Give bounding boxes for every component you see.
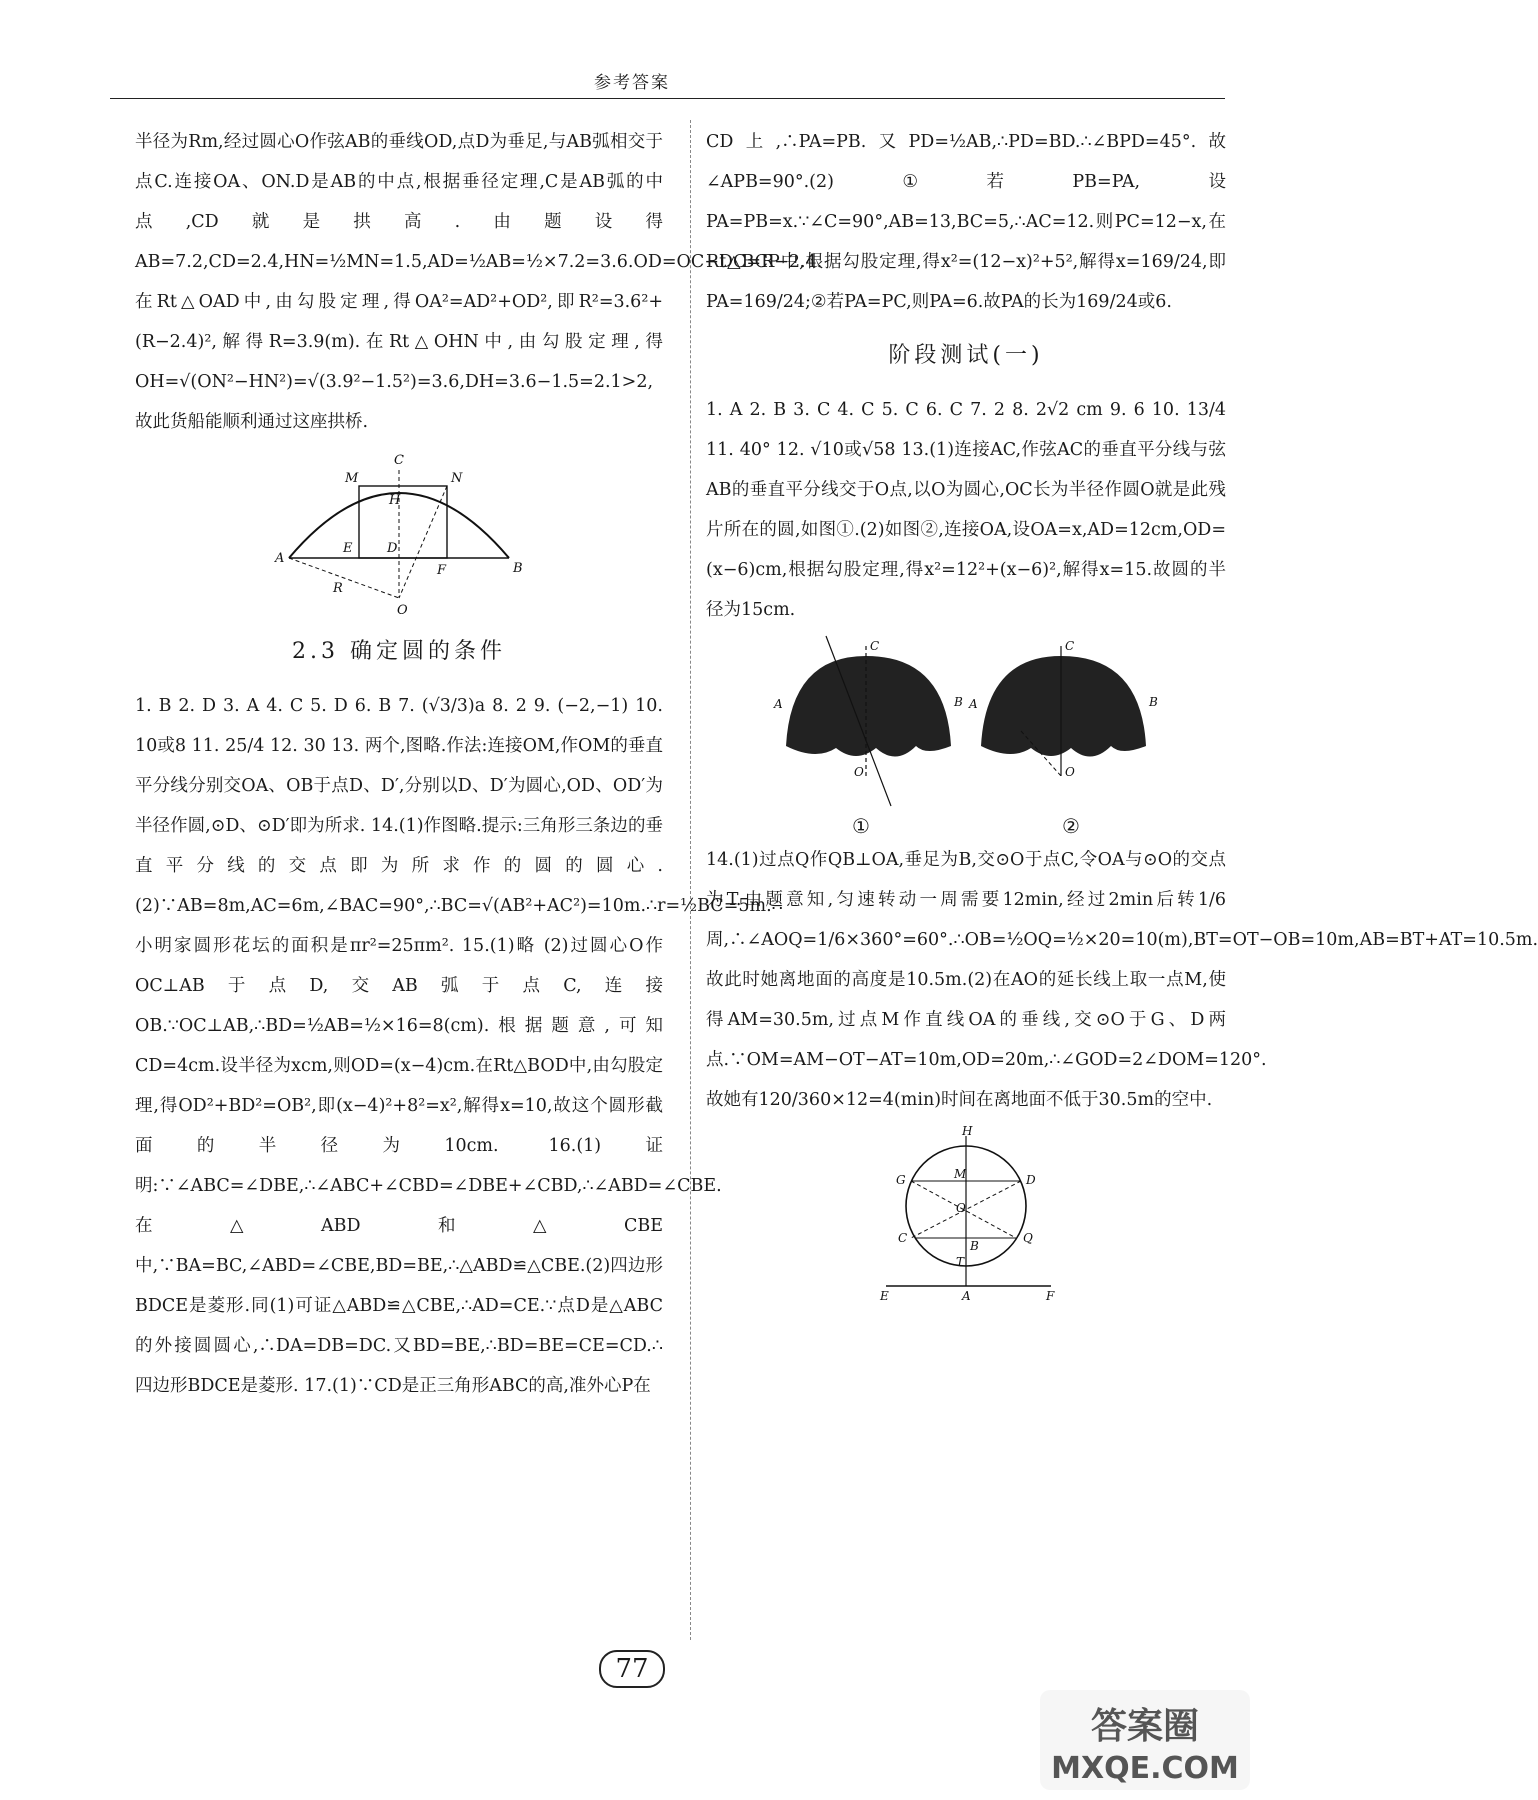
svg-text:D: D: [387, 541, 398, 556]
page-header-title: 参考答案: [594, 73, 670, 93]
svg-text:C: C: [394, 453, 404, 468]
svg-text:O: O: [956, 1201, 966, 1215]
svg-text:C: C: [898, 1231, 908, 1245]
page-number: [0, 1650, 1264, 1688]
broken-circle-figures: [756, 636, 1176, 806]
arch-bridge-figure: [269, 448, 529, 618]
header-rule: [110, 98, 1225, 99]
svg-text:H: H: [962, 1124, 973, 1138]
site-watermark: [1040, 1690, 1250, 1790]
svg-text:M: M: [954, 1167, 967, 1181]
svg-text:G: G: [896, 1173, 906, 1187]
svg-text:E: E: [880, 1289, 889, 1303]
svg-text:M: M: [345, 471, 359, 486]
svg-text:C: C: [870, 639, 880, 653]
svg-text:A: A: [969, 697, 978, 711]
left-para-1: 半径为Rm,经过圆心O作弦AB的垂线OD,点D为垂足,与AB弧相交于点C.连接OA、ON.D是AB的中点,根据垂径定理,C是AB弧的中点,CD就是拱高.由题设得AB=7.2,CD=2.4,HN=½MN=1.5,AD=½AB=½×7.2=3.6.OD=OC−DC=R−2.4.在Rt△OAD中,由勾股定理,得OA²=AD²+OD²,即R²=3.6²+(R−2.4)²,解得R=3.9(m).在Rt△OHN中,由勾股定理,得OH=√(ON²−HN²)=√(3.9²−1.5²)=3.6,DH=3.6−1.5=2.1>2,故此货船能顺利通过这座拱桥.: [135, 132, 823, 432]
watermark-line-2: MXQE.COM: [1051, 1751, 1239, 1786]
right-para-1: CD上,∴PA=PB.又PD=½AB,∴PD=BD.∴∠BPD=45°.故∠APB=90°.(2)①若PB=PA,设PA=PB=x.∵∠C=90°,AB=13,BC=5,∴AC=12.则PC=12−x,在Rt△BCP中,根据勾股定理,得x²=(12−x)²+5²,解得x=169/24,即PA=169/24;②若PA=PC,则PA=6.故PA的长为169/24或6.: [706, 132, 1226, 312]
page-number-value: 77: [599, 1650, 664, 1688]
right-para-3: 14.(1)过点Q作QB⊥OA,垂足为B,交⊙O于点C,令OA与⊙O的交点为T.由题意知,匀速转动一周需要12min,经过2min后转1/6周,∴∠AOQ=1/6×360°=60°.∴OB=½OQ=½×20=10(m),BT=OT−OB=10m,AB=BT+AT=10.5m.故此时她离地面的高度是10.5m.(2)在AO的延长线上取一点M,使得AM=30.5m,过点M作直线OA的垂线,交⊙O于G、D两点.∵OM=AM−OT−AT=10m,OD=20m,∴∠GOD=2∠DOM=120°.故她有120/360×12=4(min)时间在离地面不低于30.5m的空中.: [706, 850, 1538, 1110]
svg-text:H: H: [389, 493, 401, 508]
svg-text:D: D: [1026, 1173, 1036, 1187]
right-para-2: 1. A 2. B 3. C 4. C 5. C 6. C 7. 2 8. 2√2 cm 9. 6 10. 13/4 11. 40° 12. √10或√58 13.(1)连接AC,作弦AC的垂直平分线与弦AB的垂直平分线交于O点,以O为圆心,OC长为半径作圆O就是此残片所在的圆,如图①.(2)如图②,连接OA,设OA=x,AD=12cm,OD=(x−6)cm,根据勾股定理,得x²=12²+(x−6)²,解得x=15.故圆的半径为15cm.: [706, 400, 1226, 620]
ferris-wheel-figure: [866, 1124, 1066, 1303]
svg-text:A: A: [774, 697, 783, 711]
svg-text:B: B: [1149, 695, 1158, 709]
svg-text:B: B: [513, 561, 523, 576]
svg-text:B: B: [954, 695, 963, 709]
figure-label-2: ②: [1062, 814, 1080, 838]
svg-text:B: B: [970, 1239, 979, 1253]
svg-text:A: A: [962, 1289, 971, 1303]
svg-text:C: C: [1065, 639, 1075, 653]
svg-text:F: F: [437, 563, 447, 578]
left-column: [135, 122, 823, 1406]
svg-text:N: N: [451, 471, 463, 486]
svg-text:T: T: [956, 1255, 965, 1269]
column-divider: [690, 120, 691, 1640]
svg-text:A: A: [275, 551, 285, 566]
section-title-stage-test: 阶段测试(一): [888, 343, 1044, 368]
section-title-2-3: 2.3 确定圆的条件: [292, 639, 506, 664]
svg-text:R: R: [333, 581, 343, 596]
left-para-2: 1. B 2. D 3. A 4. C 5. D 6. B 7. (√3/3)a 8. 2 9. (−2,−1) 10. 10或8 11. 25/4 12. 30 13. 两个,图略.作法:连接OM,作OM的垂直平分线分别交OA、OB于点D、D′,分别以D、D′为圆心,OD、OD′为半径作圆,⊙D、⊙D′即为所求. 14.(1)作图略.提示:三角形三条边的垂直平分线的交点即为所求作的圆的圆心.(2)∵AB=8m,AC=6m,∠BAC=90°,∴BC=√(AB²+AC²)=10m.∴r=½BC=5m.∴小明家圆形花坛的面积是πr²=25πm². 15.(1)略 (2)过圆心O作OC⊥AB于点D,交AB弧于点C,连接OB.∵OC⊥AB,∴BD=½AB=½×16=8(cm).根据题意,可知CD=4cm.设半径为xcm,则OD=(x−4)cm.在Rt△BOD中,由勾股定理,得OD²+BD²=OB²,即(x−4)²+8²=x²,解得x=10,故这个圆形截面的半径为10cm. 16.(1)证明:∵∠ABC=∠DBE,∴∠ABC+∠CBD=∠DBE+∠CBD,∴∠ABD=∠CBE.在△ABD和△CBE中,∵BA=BC,∠ABD=∠CBE,BD=BE,∴△ABD≌△CBE.(2)四边形BDCE是菱形.同(1)可证△ABD≌△CBE,∴AD=CE.∵点D是△ABC的外接圆圆心,∴DA=DB=DC.又BD=BE,∴BD=BE=CE=CD.∴四边形BDCE是菱形. 17.(1)∵CD是正三角形ABC的高,准外心P在: [135, 696, 783, 1396]
svg-text:O: O: [1065, 765, 1075, 779]
svg-text:O: O: [397, 603, 408, 618]
svg-text:O: O: [854, 765, 864, 779]
svg-text:Q: Q: [1023, 1231, 1033, 1245]
figure-label-1: ①: [852, 814, 870, 838]
svg-text:E: E: [343, 541, 353, 556]
watermark-line-1: 答案圈: [1090, 1706, 1200, 1747]
svg-text:F: F: [1046, 1289, 1055, 1303]
right-column: [706, 122, 1538, 1303]
